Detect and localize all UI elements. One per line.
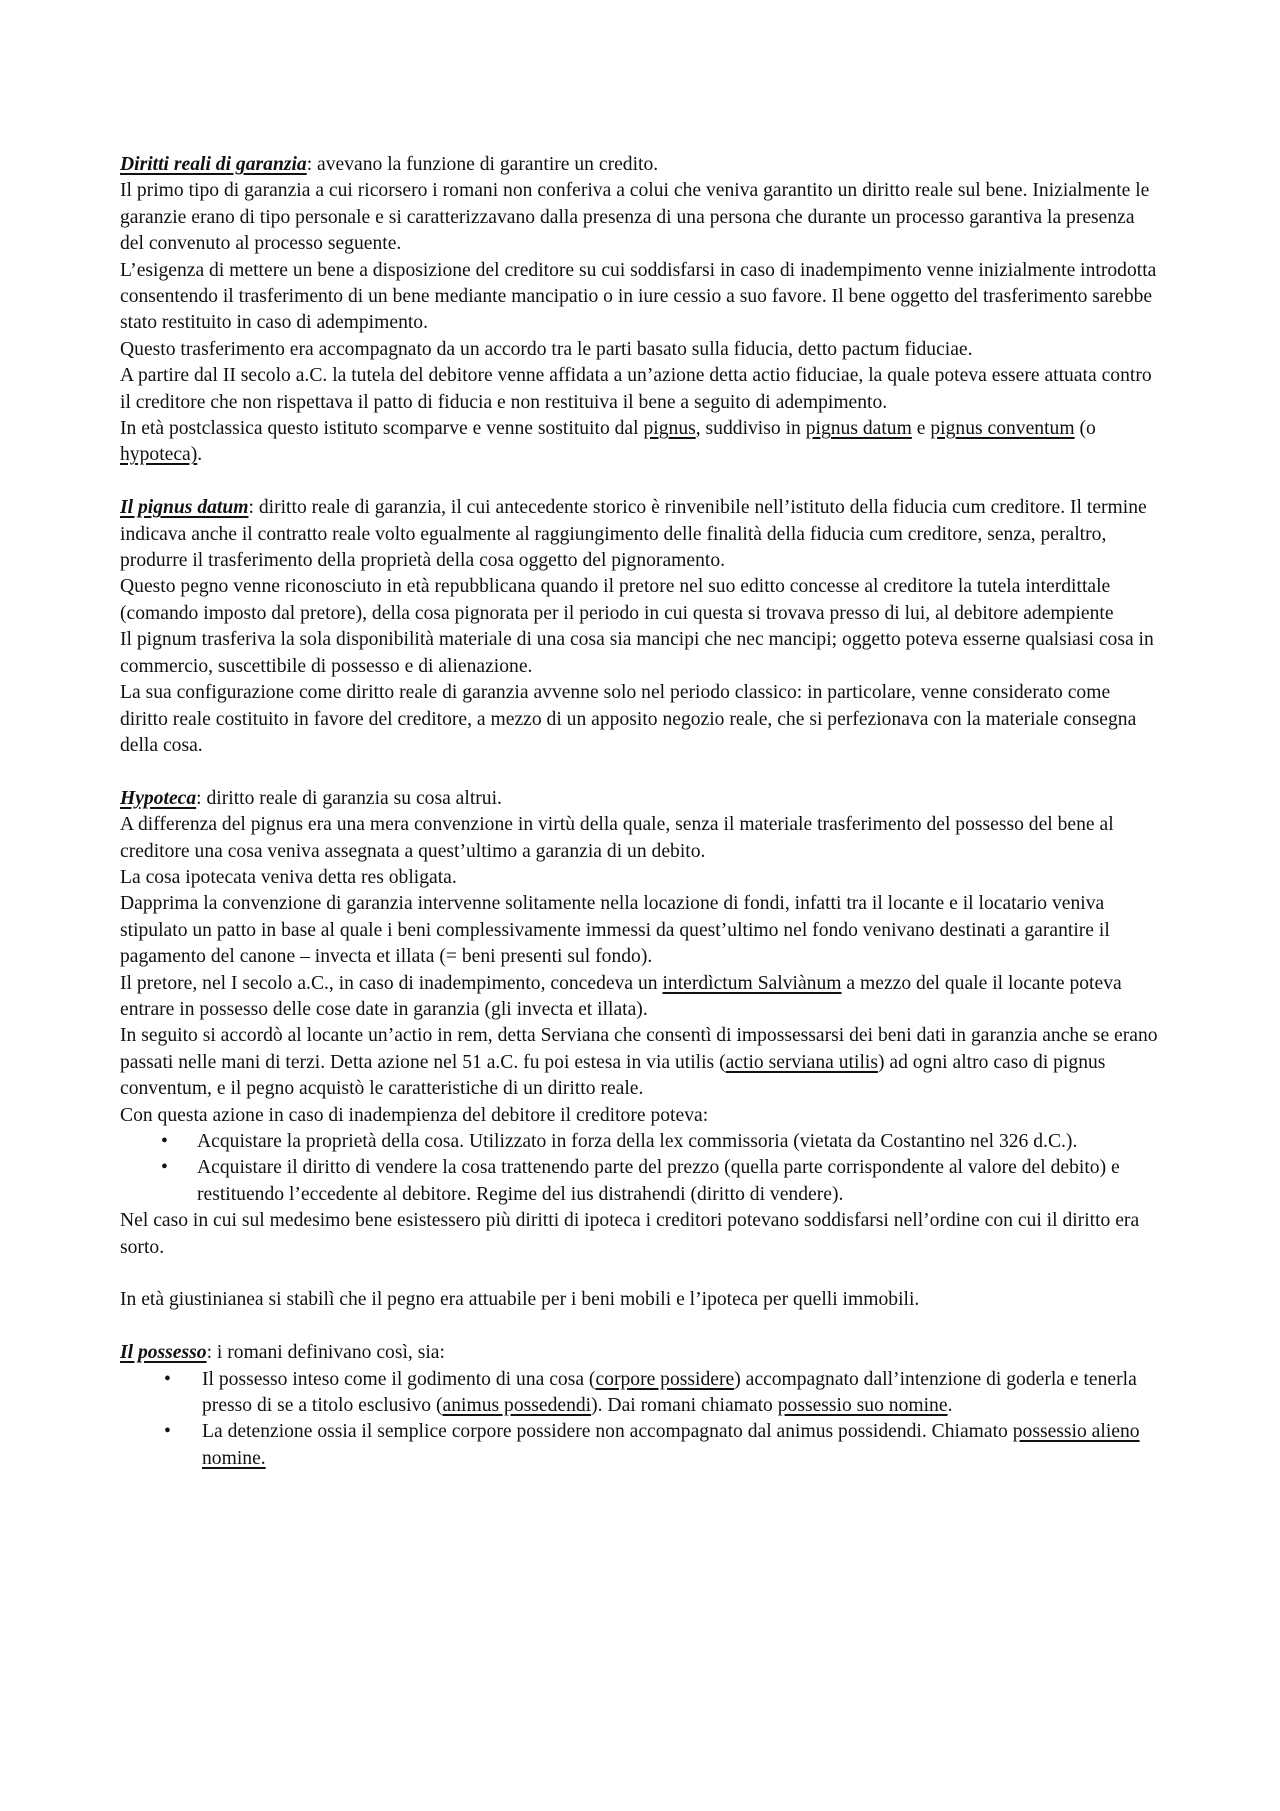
underlined-term: possessio alieno nomine.: [202, 1421, 1140, 1469]
underlined-term: possessio suo nomine: [777, 1395, 948, 1417]
bullet-list: [120, 1129, 1162, 1208]
paragraph: Dapprima la convenzione di garanzia intervenne solitamente nella locazione di fondi, infatti tra il locante e il locatario veniva stipulato un patto in base al quale i beni complessivamente immessi da quest’ultimo nel fondo venivano destinati a garantire il pagamento del canone – invecta et illata (= beni presenti sul fondo).: [120, 893, 1110, 968]
paragraph: L’esigenza di mettere un bene a disposizione del creditore su cui soddisfarsi in caso di inadempimento venne inizialmente introdotta consentendo il trasferimento di un bene mediante mancipatio o in iure cessio a suo favore. Il bene oggetto del trasferimento sarebbe stato restituito in caso di adempimento.: [120, 259, 1157, 334]
paragraph: In età giustinianea si stabilì che il pegno era attuabile per i beni mobili e l’ipoteca per quelli immobili.: [120, 1289, 920, 1311]
paragraph: Il pretore, nel I secolo a.C., in caso di inadempimento, concedeva un interdìctum Salviànum a mezzo del quale il locante poteva entrare in possesso delle cose date in garanzia (gli invecta et illata).: [120, 972, 1122, 1020]
paragraph: Nel caso in cui sul medesimo bene esistessero più diritti di ipoteca i creditori potevano soddisfarsi nell’ordine con cui il diritto era sorto.: [120, 1210, 1140, 1258]
paragraph: A differenza del pignus era una mera convenzione in virtù della quale, senza il materiale trasferimento del possesso del bene al creditore una cosa veniva assegnata a quest’ultimo a garanzia di un debito.: [120, 814, 1114, 862]
list-item: • Acquistare la proprietà della cosa. Utilizzato in forza della lex commissoria (vietata da Costantino nel 326 d.C.).: [120, 1129, 1162, 1155]
underlined-term: pignus datum: [805, 418, 912, 440]
spacer: [120, 1314, 1162, 1340]
underlined-term: actio serviana utilis: [725, 1051, 878, 1073]
paragraph: Questo trasferimento era accompagnato da un accordo tra le parti basato sulla fiducia, detto pactum fiduciae.: [120, 338, 973, 360]
bullet-icon: •: [164, 1421, 171, 1443]
paragraph: Il primo tipo di garanzia a cui ricorsero i romani non conferiva a colui che veniva garantito un diritto reale sul bene. Inizialmente le garanzie erano di tipo personale e si caratterizzavano dalla presenza di una persona che durante un processo garantiva la presenza del convenuto al processo seguente.: [120, 180, 1150, 255]
spacer: [120, 759, 1162, 785]
section-heading-possesso: Il possesso: [120, 1342, 207, 1364]
paragraph: Questo pegno venne riconosciuto in età repubblicana quando il pretore nel suo editto concesse al creditore la tutela interdittale (comando imposto dal pretore), della cosa pignorata per il periodo in cui questa si trovava presso di lui, al debitore adempiente: [120, 576, 1114, 624]
paragraph: In seguito si accordò al locante un’actio in rem, detta Serviana che consentì di impossessarsi dei beni dati in garanzia anche se erano passati nelle mani di terzi. Detta azione nel 51 a.C. fu poi estesa in via utilis (actio serviana utilis) ad ogni altro caso di pignus conventum, e il pegno acquistò le caratteristiche di un diritto reale.: [120, 1025, 1158, 1100]
paragraph: Il pignum trasferiva la sola disponibilità materiale di una cosa sia mancipi che nec mancipi; oggetto poteva esserne qualsiasi cosa in commercio, suscettibile di possesso e di alienazione.: [120, 629, 1154, 677]
spacer: [120, 469, 1162, 495]
list-item: • Il possesso inteso come il godimento di una cosa (corpore possidere) accompagnato dall’intenzione di goderla e tenerla presso di se a titolo esclusivo (animus possedendi). Dai romani chiamato possessio suo nomine.: [164, 1368, 1137, 1417]
underlined-term: corpore possidere: [595, 1368, 735, 1390]
paragraph: Con questa azione in caso di inadempienza del debitore il creditore poteva:: [120, 1104, 709, 1126]
section-heading-hypoteca: Hypoteca: [120, 787, 197, 809]
paragraph: La cosa ipotecata veniva detta res obligata.: [120, 866, 457, 888]
underlined-term: pignus: [643, 418, 696, 440]
bullet-list: [120, 1367, 1162, 1473]
bullet-icon: •: [161, 1157, 168, 1179]
list-item: • La detenzione ossia il semplice corpore possidere non accompagnato dal animus possidendi. Chiamato possessio alieno nomine.: [164, 1421, 1140, 1469]
underlined-term: hypoteca): [120, 444, 198, 466]
spacer: [120, 1261, 1162, 1287]
list-item: • Acquistare il diritto di vendere la cosa trattenendo parte del prezzo (quella parte corrispondente al valore del debito) e restituendo l’eccedente al debitore. Regime del ius distrahendi (diritto di vendere).: [161, 1157, 1120, 1205]
bullet-icon: •: [161, 1131, 168, 1152]
paragraph: A partire dal II secolo a.C. la tutela del debitore venne affidata a un’azione detta actio fiduciae, la quale poteva essere attuata contro il creditore che non rispettava il patto di fiducia e non restituiva il bene a seguito di adempimento.: [120, 365, 1152, 413]
underlined-term: animus possedendi: [442, 1395, 592, 1417]
section-pignus-intro: Il pignus datum: diritto reale di garanzia, il cui antecedente storico è rinvenibile nell’istituto della fiducia cum creditore. Il termine indicava anche il contratto reale volto egualmente al raggiungimento delle finalità della fiducia cum creditore, senza, peraltro, produrre il trasferimento della proprietà della cosa oggetto del pignoramento.: [120, 497, 1147, 572]
paragraph: La sua configurazione come diritto reale di garanzia avvenne solo nel periodo classico: in particolare, venne considerato come diritto reale costituito in favore del creditore, a mezzo di un apposito negozio reale, che si perfezionava con la materiale consegna della cosa.: [120, 682, 1137, 756]
section-heading-garanzia: Diritti reali di garanzia: [120, 154, 307, 175]
section-heading-pignus-datum: Il pignus datum: [120, 497, 249, 519]
section-hypoteca-intro: Hypoteca: diritto reale di garanzia su cosa altrui.: [120, 787, 502, 809]
underlined-term: pignus conventum: [930, 418, 1075, 440]
underlined-term: interdìctum Salviànum: [662, 972, 842, 994]
bullet-icon: •: [164, 1368, 171, 1390]
section-garanzia-intro: Diritti reali di garanzia: avevano la funzione di garantire un credito.: [120, 154, 659, 175]
paragraph: In età postclassica questo istituto scomparve e venne sostituito dal pignus, suddiviso in pignus datum e pignus conventum (o hypoteca).: [120, 418, 1096, 466]
section-possesso-intro: Il possesso: i romani definivano così, sia:: [120, 1342, 445, 1364]
